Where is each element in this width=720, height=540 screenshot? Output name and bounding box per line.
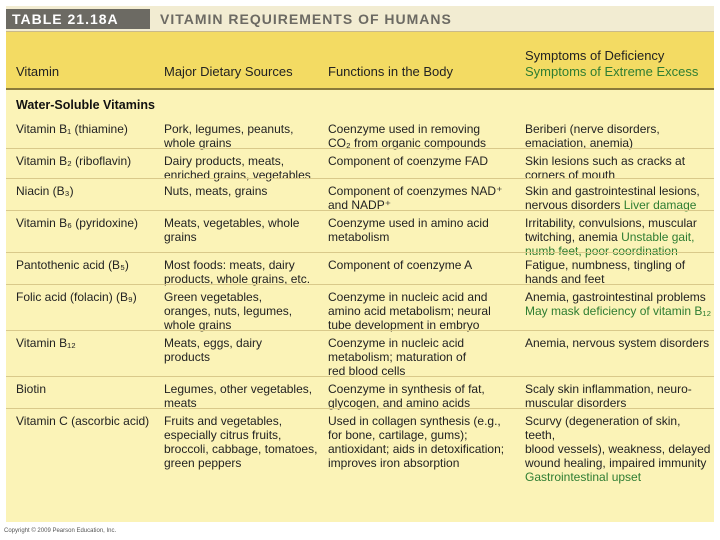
row-divider <box>6 408 714 409</box>
header-functions: Functions in the Body <box>328 64 454 79</box>
sources-cell: Dairy products, meats, enriched grains, vegetables <box>164 154 311 182</box>
functions-cell: Coenzyme in nucleic acid metabolism; maturation of red blood cells <box>328 336 467 378</box>
symptoms-cell <box>525 184 713 212</box>
functions-cell: Coenzyme in nucleic acid and amino acid metabolism; neural tube development in embryo <box>328 290 491 332</box>
vitamin-cell: Vitamin C (ascorbic acid) <box>16 414 150 428</box>
vitamin-cell: Vitamin B₆ (pyridoxine) <box>16 216 138 230</box>
symptoms-cell <box>525 122 713 150</box>
functions-cell: Coenzyme used in amino acid metabolism <box>328 216 489 244</box>
functions-cell: Used in collagen synthesis (e.g., for bone, cartilage, gums); antioxidant; aids in detoxification; improves iron absorption <box>328 414 505 470</box>
row-divider <box>6 330 714 331</box>
deficiency-text: Irritability, convulsions, muscular twitching, anemia <box>525 216 697 244</box>
table-title: VITAMIN REQUIREMENTS OF HUMANS <box>160 11 452 27</box>
sources-cell: Fruits and vegetables, especially citrus fruits, broccoli, cabbage, tomatoes, green peppers <box>164 414 318 470</box>
vitamin-cell: Biotin <box>16 382 47 396</box>
deficiency-text: Beriberi (nerve disorders, emaciation, anemia) <box>525 122 660 150</box>
deficiency-text: Scaly skin inflammation, neuro- muscular disorders <box>525 382 692 410</box>
sources-cell: Meats, vegetables, whole grains <box>164 216 300 244</box>
vitamin-cell: Niacin (B₃) <box>16 184 74 198</box>
vitamin-cell: Vitamin B₂ (riboflavin) <box>16 154 132 168</box>
excess-text: Liver damage <box>623 198 697 212</box>
functions-cell: Component of coenzymes NAD⁺ and NADP⁺ <box>328 184 503 212</box>
functions-cell: Coenzyme used in removing CO₂ from organic compounds <box>328 122 487 150</box>
copyright: Copyright © 2009 Pearson Education, Inc. <box>4 528 117 534</box>
sources-cell: Meats, eggs, dairy products <box>164 336 263 364</box>
sources-cell: Nuts, meats, grains <box>164 184 268 198</box>
vitamin-table <box>6 6 714 522</box>
sources-cell: Legumes, other vegetables, meats <box>164 382 313 410</box>
table-header <box>6 32 714 90</box>
deficiency-text: Fatigue, numbness, tingling of hands and feet <box>525 258 686 286</box>
row-divider <box>6 210 714 211</box>
sources-cell: Green vegetables, oranges, nuts, legumes, whole grains <box>164 290 293 332</box>
functions-cell: Component of coenzyme FAD <box>328 154 489 168</box>
deficiency-text: Scurvy (degeneration of skin, teeth, blood vessels), weakness, delayed wound healing, impaired immunity <box>525 414 711 470</box>
table-number: TABLE 21.18A <box>6 9 150 29</box>
deficiency-text: Skin and gastrointestinal lesions, nervous disorders <box>525 184 700 212</box>
vitamin-cell: Vitamin B₁ (thiamine) <box>16 122 128 136</box>
vitamin-cell: Pantothenic acid (B₅) <box>16 258 129 272</box>
title-bar <box>6 6 714 32</box>
vitamin-cell: Folic acid (folacin) (B₉) <box>16 290 137 304</box>
deficiency-text: Anemia, gastrointestinal problems <box>525 290 706 304</box>
header-sources: Major Dietary Sources <box>164 64 293 79</box>
vitamin-cell: Vitamin B₁₂ <box>16 336 76 350</box>
row-divider <box>6 376 714 377</box>
deficiency-text: Anemia, nervous system disorders <box>525 336 710 350</box>
functions-cell: Coenzyme in synthesis of fat, glycogen, and amino acids <box>328 382 485 410</box>
excess-text: May mask deficiency of vitamin B₁₂ <box>525 304 712 318</box>
symptoms-cell <box>525 414 713 484</box>
row-divider <box>6 252 714 253</box>
symptoms-cell <box>525 336 713 350</box>
sources-cell: Most foods: meats, dairy products, whole grains, etc. <box>164 258 311 286</box>
symptoms-cell <box>525 382 713 410</box>
header-vitamin: Vitamin <box>16 64 60 79</box>
section-heading: Water-Soluble Vitamins <box>16 98 155 112</box>
header-deficiency: Symptoms of Deficiency <box>525 48 665 63</box>
symptoms-cell <box>525 258 713 286</box>
functions-cell: Component of coenzyme A <box>328 258 473 272</box>
row-divider <box>6 284 714 285</box>
header-excess: Symptoms of Extreme Excess <box>525 64 699 79</box>
symptoms-cell <box>525 290 713 318</box>
sources-cell: Pork, legumes, peanuts, whole grains <box>164 122 294 150</box>
deficiency-text: Skin lesions such as cracks at corners of mouth <box>525 154 686 182</box>
excess-text: Unstable gait, numb feet, poor coordination <box>525 230 695 258</box>
row-divider <box>6 178 714 179</box>
row-divider <box>6 148 714 149</box>
excess-text: Gastrointestinal upset <box>525 470 642 484</box>
